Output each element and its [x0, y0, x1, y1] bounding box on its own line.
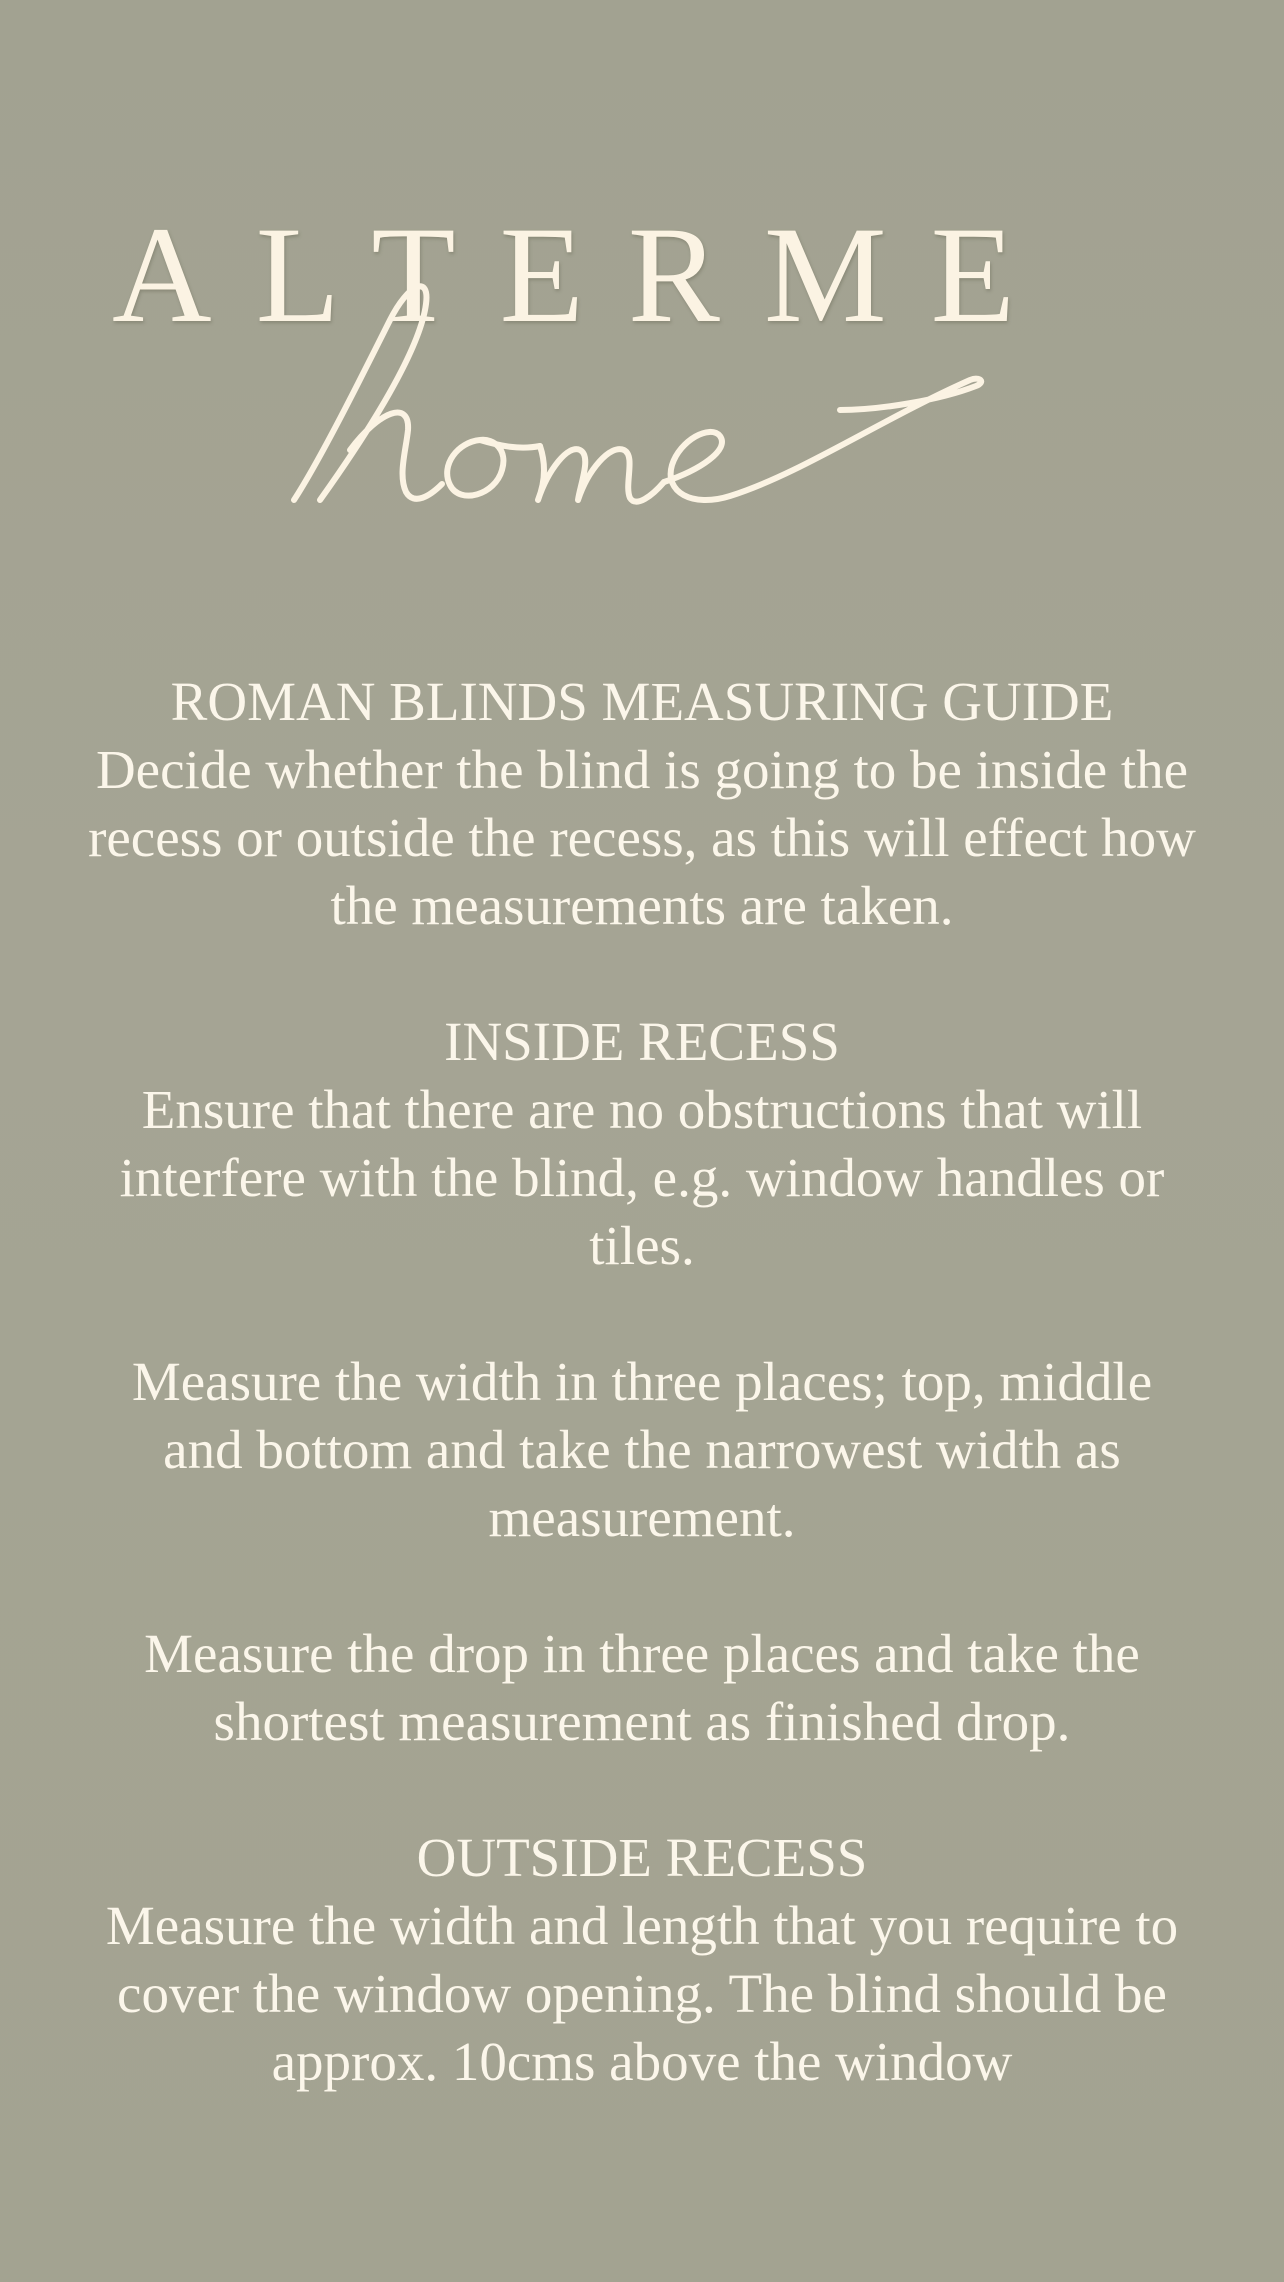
brand-logo: [0, 180, 1284, 520]
guide-title: ROMAN BLINDS MEASURING GUIDE: [170, 671, 1114, 732]
brand-name: ALTERME: [112, 198, 1059, 351]
outside-instructions-text: Measure the width and length that you require to cover the window opening. The blind should be approx. 10cms above the window: [105, 1895, 1179, 2092]
inside-drop-text: Measure the drop in three places and take the shortest measurement as finished drop.: [144, 1623, 1140, 1752]
outside-recess-heading: OUTSIDE RECESS: [416, 1827, 868, 1888]
guide-intro: Decide whether the blind is going to be inside the recess or outside the recess, as this will effect how the measurements are taken.: [88, 739, 1196, 936]
script-home-wordmark: [280, 260, 1000, 520]
inside-recess-heading: INSIDE RECESS: [444, 1011, 840, 1072]
inside-obstructions-text: Ensure that there are no obstructions that will interfere with the blind, e.g. window handles or tiles.: [119, 1079, 1165, 1276]
measuring-guide: [60, 668, 1224, 2096]
inside-width-text: Measure the width in three places; top, middle and bottom and take the narrowest width as measurement.: [131, 1351, 1153, 1548]
